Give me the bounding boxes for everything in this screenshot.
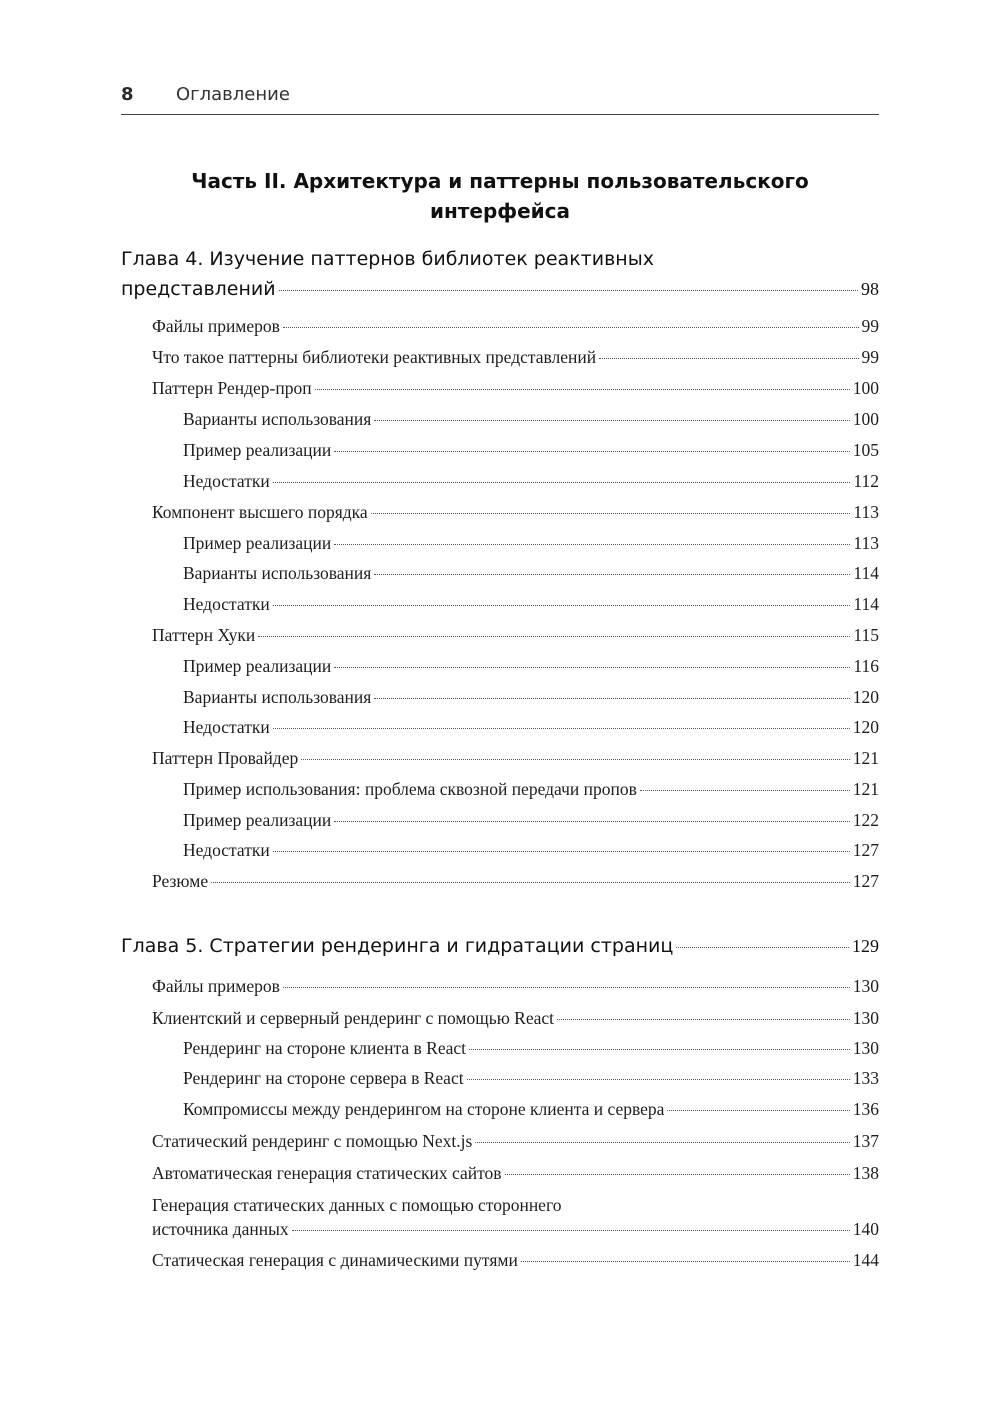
toc-entry[interactable] xyxy=(152,502,879,530)
toc-entry-page: 99 xyxy=(861,316,879,336)
toc-entry-title: Варианты использования xyxy=(183,563,372,583)
toc-entry-page: 127 xyxy=(852,840,879,860)
toc-entry-title: Файлы примеров xyxy=(152,976,280,996)
leader-dots xyxy=(334,667,850,668)
toc-entry-page: 120 xyxy=(852,717,879,737)
toc-entry-title: Рендеринг на стороне клиента в React xyxy=(183,1038,466,1058)
toc-entry[interactable] xyxy=(152,316,879,344)
toc-entry-page: 133 xyxy=(852,1068,879,1088)
leader-dots xyxy=(273,605,851,606)
toc-entry[interactable] xyxy=(152,347,879,375)
leader-dots xyxy=(301,759,850,760)
toc-subentry[interactable] xyxy=(183,840,879,868)
toc-entry-page: 112 xyxy=(853,471,879,491)
chapter-4-title-line2: представлений xyxy=(121,278,276,300)
toc-subentry[interactable] xyxy=(183,594,879,622)
toc-entry-title-line2: источника данных xyxy=(152,1219,289,1239)
toc-entry-page: 140 xyxy=(852,1219,879,1239)
toc-subentry[interactable] xyxy=(183,471,879,499)
toc-entry-title: Пример реализации xyxy=(183,810,332,830)
leader-dots xyxy=(315,389,850,390)
part-title xyxy=(121,166,879,226)
toc-entry-page: 121 xyxy=(852,748,879,768)
leader-dots xyxy=(676,947,849,948)
part-title-line2: интерфейса xyxy=(429,199,571,223)
toc-entry-title: Пример реализации xyxy=(183,440,332,460)
toc-entry-page: 114 xyxy=(853,594,879,614)
leader-dots xyxy=(667,1110,849,1111)
toc-entry-page: 144 xyxy=(852,1250,879,1270)
toc-entry-page: 105 xyxy=(852,440,879,460)
toc-entry[interactable] xyxy=(152,1008,879,1036)
toc-entry-title: Паттерн Рендер-проп xyxy=(152,378,312,398)
toc-entry-page: 99 xyxy=(861,347,879,367)
leader-dots xyxy=(374,574,850,575)
toc-subentry[interactable] xyxy=(183,1099,879,1127)
toc-entry-page: 116 xyxy=(853,656,879,676)
toc-entry[interactable] xyxy=(152,1163,879,1191)
toc-subentry[interactable] xyxy=(183,717,879,745)
leader-dots xyxy=(640,790,850,791)
toc-entry-title: Варианты использования xyxy=(183,687,372,707)
leader-dots xyxy=(279,290,858,291)
toc-entry-page: 120 xyxy=(852,687,879,707)
page-header xyxy=(121,84,879,110)
toc-entry-page: 130 xyxy=(852,1038,879,1058)
toc-entry-title: Компонент высшего порядка xyxy=(152,502,368,522)
toc-entry[interactable] xyxy=(152,625,879,653)
toc-entry-page: 121 xyxy=(852,779,879,799)
toc-entry-title: Что такое паттерны библиотеки реактивных представлений xyxy=(152,347,597,367)
toc-entry-page: 137 xyxy=(852,1131,879,1151)
toc-entry-title: Компромиссы между рендерингом на стороне клиента и сервера xyxy=(183,1099,665,1119)
leader-dots xyxy=(467,1079,850,1080)
toc-entry-page: 115 xyxy=(853,625,879,645)
toc-entry-page: 114 xyxy=(853,563,879,583)
leader-dots xyxy=(557,1019,850,1020)
leader-dots xyxy=(475,1142,849,1143)
toc-entry-title-line1[interactable]: Генерация статических данных с помощью стороннего xyxy=(152,1195,562,1215)
toc-entry-title: Паттерн Хуки xyxy=(152,625,256,645)
leader-dots xyxy=(273,851,850,852)
toc-entry[interactable] xyxy=(152,1219,879,1247)
toc-entry-title: Недостатки xyxy=(183,717,270,737)
toc-entry[interactable] xyxy=(152,1250,879,1278)
chapter-5-page: 129 xyxy=(852,936,879,956)
toc-entry-title: Недостатки xyxy=(183,594,270,614)
leader-dots xyxy=(334,451,850,452)
page-number: 8 xyxy=(121,84,134,105)
toc-subentry[interactable] xyxy=(183,1068,879,1096)
toc-entry[interactable] xyxy=(152,378,879,406)
toc-subentry[interactable] xyxy=(183,440,879,468)
running-title: Оглавление xyxy=(176,84,290,105)
leader-dots xyxy=(211,882,850,883)
header-divider xyxy=(121,114,879,115)
toc-subentry[interactable] xyxy=(183,656,879,684)
toc-entry-page: 122 xyxy=(852,810,879,830)
leader-dots xyxy=(334,821,850,822)
chapter-4-title-line1: Глава 4. Изучение паттернов библиотек реактивных xyxy=(121,248,654,270)
toc-entry-title: Недостатки xyxy=(183,840,270,860)
toc-entry-title: Автоматическая генерация статических сайтов xyxy=(152,1163,502,1183)
toc-entry[interactable] xyxy=(152,871,879,899)
toc-subentry[interactable] xyxy=(183,1038,879,1066)
toc-entry-page: 138 xyxy=(852,1163,879,1183)
toc-entry-title: Статический рендеринг с помощью Next.js xyxy=(152,1131,473,1151)
leader-dots xyxy=(371,513,851,514)
toc-entry[interactable] xyxy=(152,976,879,1004)
chapter-4-heading-line2[interactable] xyxy=(121,278,879,306)
leader-dots xyxy=(273,482,851,483)
toc-entry-title: Пример использования: проблема сквозной передачи пропов xyxy=(183,779,637,799)
toc-subentry[interactable] xyxy=(183,533,879,561)
toc-entry-title: Клиентский и серверный рендеринг с помощью React xyxy=(152,1008,554,1028)
leader-dots xyxy=(283,327,859,328)
toc-entry-page: 113 xyxy=(853,533,879,553)
toc-subentry[interactable] xyxy=(183,563,879,591)
toc-entry-title: Пример реализации xyxy=(183,656,332,676)
toc-entry-title: Недостатки xyxy=(183,471,270,491)
toc-subentry[interactable] xyxy=(183,779,879,807)
toc-entry[interactable] xyxy=(152,1131,879,1159)
toc-entry-page: 130 xyxy=(852,976,879,996)
chapter-4-heading[interactable] xyxy=(121,248,879,278)
toc-entry-title: Варианты использования xyxy=(183,409,372,429)
leader-dots xyxy=(521,1261,850,1262)
leader-dots xyxy=(505,1174,850,1175)
leader-dots xyxy=(334,544,850,545)
leader-dots xyxy=(292,1230,850,1231)
toc-entry-title: Файлы примеров xyxy=(152,316,280,336)
toc-entry-title: Резюме xyxy=(152,871,209,891)
toc-entry-title: Паттерн Провайдер xyxy=(152,748,299,768)
toc-entry-title: Статическая генерация с динамическими путями xyxy=(152,1250,518,1270)
leader-dots xyxy=(469,1049,850,1050)
toc-entry-page: 100 xyxy=(852,378,879,398)
toc-entry-title: Пример реализации xyxy=(183,533,332,553)
toc-entry-page: 130 xyxy=(852,1008,879,1028)
toc-entry[interactable] xyxy=(152,748,879,776)
chapter-5-heading[interactable] xyxy=(121,935,879,963)
leader-dots xyxy=(374,698,849,699)
toc-entry-page: 113 xyxy=(853,502,879,522)
toc-subentry[interactable] xyxy=(183,409,879,437)
leader-dots xyxy=(283,987,850,988)
toc-entry-page: 127 xyxy=(852,871,879,891)
toc-entry-title: Рендеринг на стороне сервера в React xyxy=(183,1068,464,1088)
leader-dots xyxy=(374,420,849,421)
leader-dots xyxy=(273,728,850,729)
toc-entry-page: 136 xyxy=(852,1099,879,1119)
leader-dots xyxy=(599,358,858,359)
chapter-5-title: Глава 5. Стратегии рендеринга и гидратации страниц xyxy=(121,935,674,957)
toc-subentry[interactable] xyxy=(183,687,879,715)
part-title-line1: Часть II. Архитектура и паттерны пользовательского xyxy=(191,169,809,193)
chapter-4-page: 98 xyxy=(861,279,879,299)
toc-subentry[interactable] xyxy=(183,810,879,838)
toc-entry-page: 100 xyxy=(852,409,879,429)
leader-dots xyxy=(258,636,850,637)
